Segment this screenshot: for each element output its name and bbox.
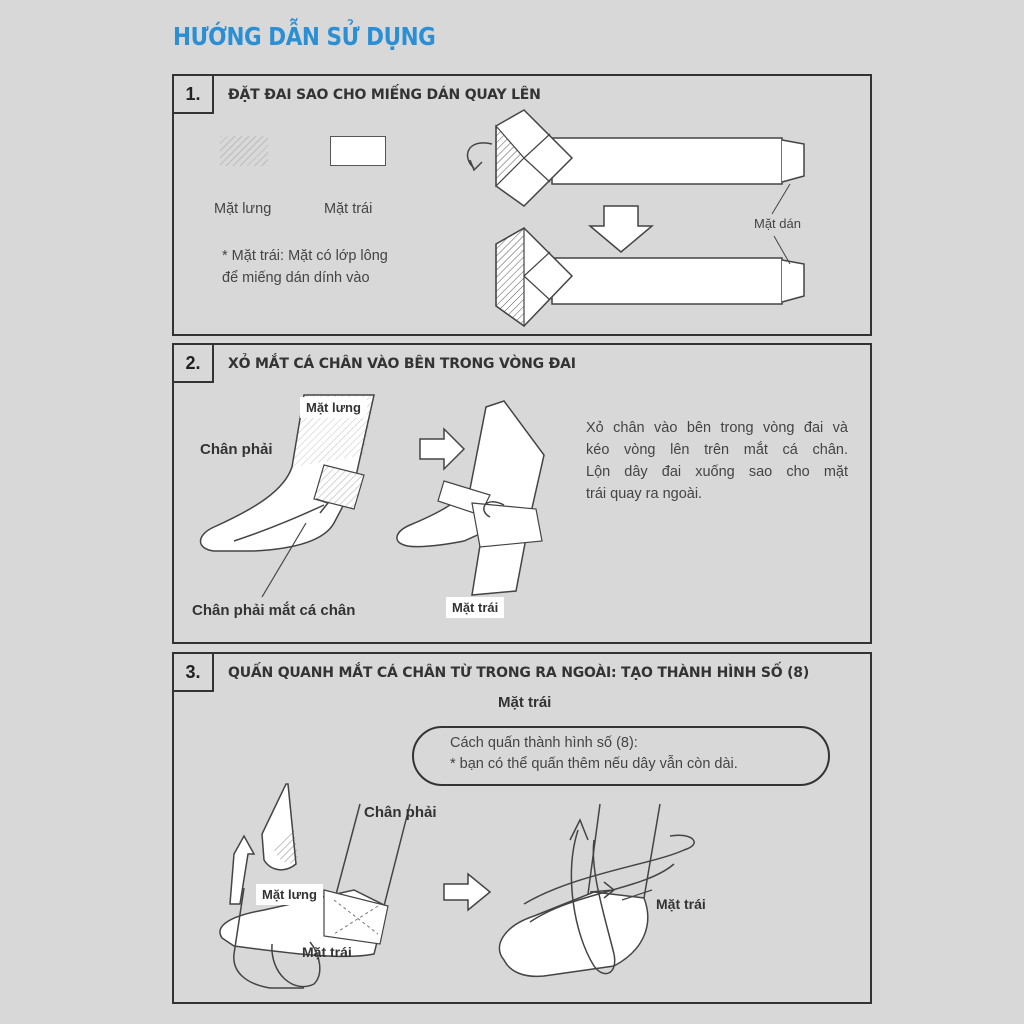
swatch-back-label: Mặt lưng [214, 201, 272, 217]
step-heading: ĐẶT ĐAI SAO CHO MIẾNG DÁN QUAY LÊN [228, 87, 541, 103]
step-number: 3. [172, 652, 214, 692]
ankle-label: Chân phải mắt cá chân [192, 602, 356, 619]
back-side-label: Mặt lưng [256, 884, 323, 905]
step-2-panel [172, 343, 872, 644]
figure-eight-wrap-illustration [174, 654, 870, 1002]
desc-line: Lộn dây đai xuống sao cho mặt [586, 464, 848, 480]
step-1-panel [172, 74, 872, 336]
note-line-1: Cách quấn thành hình số (8): [450, 735, 638, 751]
note-line-2: * bạn có thể quấn thêm nếu dây vẫn còn dài. [450, 756, 738, 772]
back-side-label: Mặt lưng [300, 397, 367, 418]
note-line-2: để miếng dán dính vào [222, 270, 370, 286]
sticky-side-label: Mặt dán [754, 216, 801, 231]
front-side-label: Mặt trái [446, 597, 504, 618]
page-title: HƯỚNG DẪN SỬ DỤNG [173, 22, 436, 51]
front-side-label-top: Mặt trái [498, 694, 552, 711]
strap-illustration [174, 76, 870, 334]
note-line-1: * Mặt trái: Mặt có lớp lông [222, 248, 388, 264]
step-heading: QUẤN QUANH MẮT CÁ CHÂN TỪ TRONG RA NGOÀI: TẠO THÀNH HÌNH SỐ (8) [228, 665, 810, 681]
step-heading: XỎ MẮT CÁ CHÂN VÀO BÊN TRONG VÒNG ĐAI [228, 356, 576, 372]
front-side-label-right: Mặt trái [656, 896, 706, 912]
right-foot-label: Chân phải [364, 804, 437, 821]
step-number: 2. [172, 343, 214, 383]
step-number: 1. [172, 74, 214, 114]
step-2-description [586, 417, 848, 505]
step-3-panel [172, 652, 872, 1004]
desc-line: kéo vòng lên trên mắt cá chân. [586, 442, 848, 458]
desc-line: trái quay ra ngoài. [586, 486, 703, 502]
front-side-label-left: Mặt trái [302, 944, 352, 960]
swatch-front-label: Mặt trái [324, 201, 373, 217]
desc-line: Xỏ chân vào bên trong vòng đai và [586, 420, 848, 436]
right-foot-label: Chân phải [200, 441, 273, 458]
